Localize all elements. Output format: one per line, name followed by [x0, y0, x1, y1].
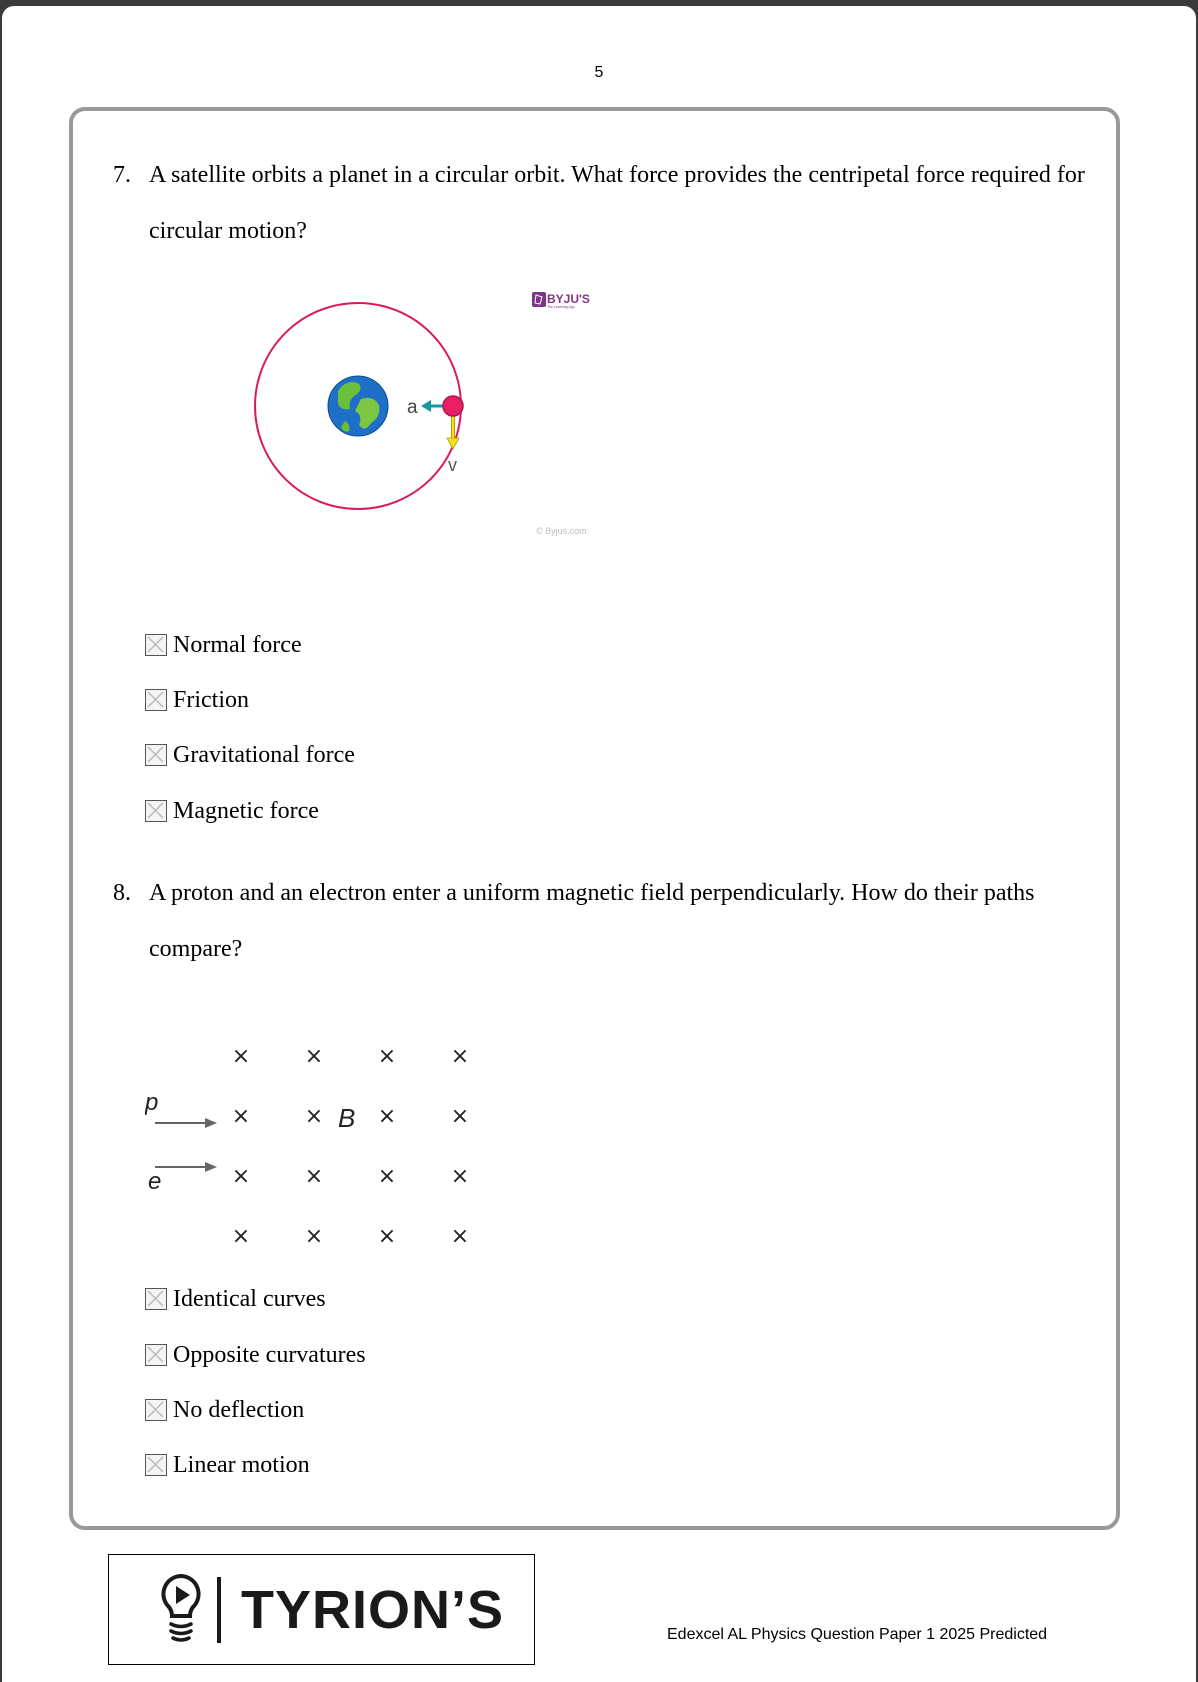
checkbox[interactable] — [145, 1344, 167, 1366]
option-identical-curves[interactable] — [145, 1284, 326, 1314]
label-proton: p — [145, 1089, 159, 1116]
field-into-page-mark: × — [304, 1044, 324, 1069]
magnetic-field-diagram — [145, 1011, 485, 1251]
option-normal-force[interactable] — [145, 630, 302, 660]
option-opposite-curvatures[interactable] — [145, 1340, 366, 1370]
option-no-deflection[interactable] — [145, 1395, 304, 1425]
field-into-page-mark: × — [377, 1164, 397, 1189]
option-label: Opposite curvatures — [173, 1341, 366, 1368]
question-text: A satellite orbits a planet in a circular orbit. What force provides the centripetal force required for circular motion? — [149, 162, 1085, 244]
option-friction[interactable] — [145, 685, 249, 715]
field-into-page-mark: × — [304, 1224, 324, 1249]
label-a: a — [407, 397, 418, 418]
field-into-page-mark: × — [377, 1104, 397, 1129]
lightbulb-play-icon — [157, 1572, 205, 1648]
checkbox[interactable] — [145, 689, 167, 711]
questions-box — [69, 107, 1120, 1530]
option-gravitational-force[interactable] — [145, 740, 355, 770]
checkbox[interactable] — [145, 744, 167, 766]
logo-text: TYRION’S — [241, 1579, 505, 1640]
footer-caption: Edexcel AL Physics Question Paper 1 2025 Predicted — [667, 1626, 1048, 1643]
question-text: A proton and an electron enter a uniform magnetic field perpendicularly. How do their paths compare? — [149, 880, 1035, 962]
field-into-page-mark: × — [231, 1164, 251, 1189]
checkbox[interactable] — [145, 1288, 167, 1310]
field-into-page-mark: × — [450, 1044, 470, 1069]
byjus-logo — [532, 292, 590, 309]
field-into-page-mark: × — [231, 1044, 251, 1069]
option-magnetic-force[interactable] — [145, 796, 319, 826]
byjus-brand: BYJU'S — [547, 292, 590, 306]
option-label: Linear motion — [173, 1451, 310, 1478]
satellite — [443, 396, 463, 416]
option-label: Friction — [173, 686, 249, 713]
option-label: No deflection — [173, 1396, 305, 1423]
field-into-page-mark: × — [450, 1164, 470, 1189]
label-electron: e — [148, 1168, 162, 1195]
label-field-b: B — [338, 1103, 356, 1133]
field-into-page-mark: × — [377, 1224, 397, 1249]
question-number: 7. — [113, 162, 131, 188]
logo-divider — [217, 1577, 221, 1643]
field-into-page-mark: × — [231, 1224, 251, 1249]
field-into-page-mark: × — [377, 1044, 397, 1069]
tyrions-logo — [108, 1554, 535, 1665]
orbit-diagram — [253, 281, 713, 541]
field-into-page-mark: × — [231, 1104, 251, 1129]
field-into-page-mark: × — [304, 1104, 324, 1129]
option-label: Magnetic force — [173, 797, 319, 824]
option-label: Gravitational force — [173, 741, 355, 768]
field-into-page-mark: × — [304, 1164, 324, 1189]
question-number: 8. — [113, 880, 131, 906]
option-label: Normal force — [173, 631, 302, 658]
option-linear-motion[interactable] — [145, 1450, 310, 1480]
field-into-page-mark: × — [450, 1104, 470, 1129]
checkbox[interactable] — [145, 1399, 167, 1421]
field-cross-grid — [232, 1044, 469, 1249]
byjus-tagline: The Learning App — [547, 305, 575, 309]
planet-earth-icon — [328, 376, 388, 436]
checkbox[interactable] — [145, 800, 167, 822]
checkbox[interactable] — [145, 634, 167, 656]
checkbox[interactable] — [145, 1454, 167, 1476]
page-number: 5 — [594, 64, 604, 81]
image-credit: © Byjus.com — [536, 526, 587, 536]
label-v: v — [448, 455, 457, 475]
field-into-page-mark: × — [450, 1224, 470, 1249]
document-page — [2, 6, 1196, 1682]
option-label: Identical curves — [173, 1285, 326, 1312]
